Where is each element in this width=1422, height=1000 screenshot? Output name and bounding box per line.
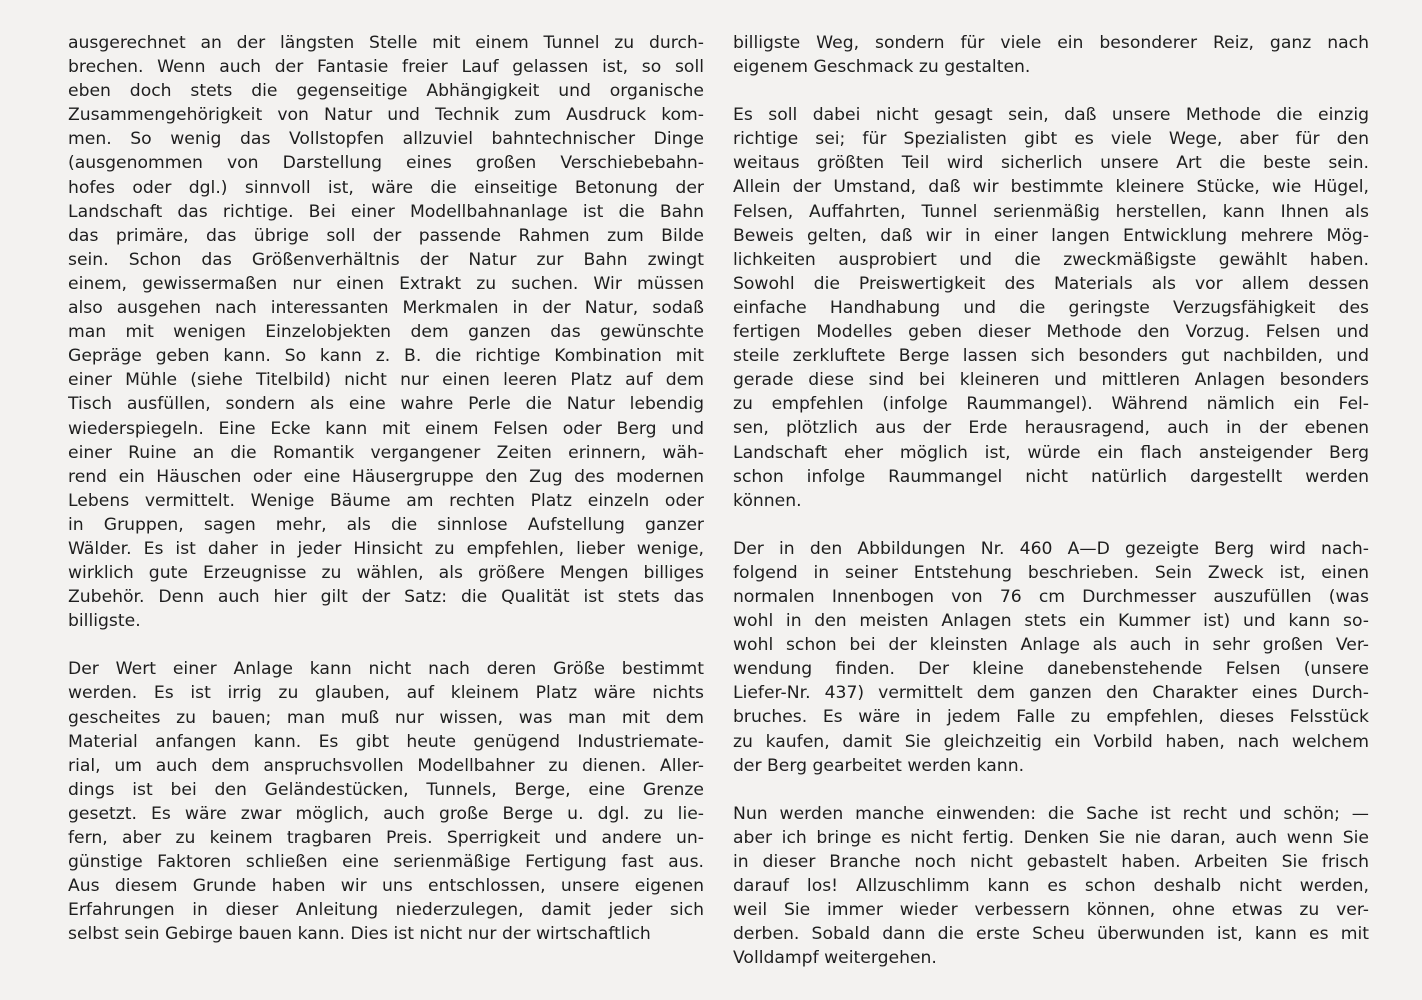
text-line: wendung finden. Der kleine danebenstehende Felsen (unsere (733, 659, 1369, 680)
text-line: einfache Handhabung und die geringste Verzugsfähigkeit des (733, 297, 1369, 318)
text-line: Aus diesem Grunde haben wir uns entschlossen, unsere eigenen (68, 876, 704, 897)
text-line: einer Ruine an die Romantik vergangener Zeiten erinnern, wäh- (68, 442, 704, 463)
text-line: sein. Schon das Größenverhältnis der Natur zur Bahn zwingt (68, 249, 704, 270)
text-line: aber ich bringe es nicht fertig. Denken Sie nie daran, auch wenn Sie (733, 827, 1369, 848)
text-line: weitaus größten Teil wird sicherlich unsere Art die beste sein. (733, 153, 1369, 174)
text-line: rend ein Häuschen oder eine Häusergruppe den Zug des modernen (68, 466, 704, 487)
text-line: gerade diese sind bei kleineren und mittleren Anlagen besonders (733, 370, 1369, 391)
text-line: derben. Sobald dann die erste Scheu überwunden ist, kann es mit (733, 924, 1369, 945)
text-line: zu kaufen, damit Sie gleichzeitig ein Vorbild haben, nach welchem (733, 731, 1369, 752)
text-line: steile zerkluftete Berge lassen sich besonders gut nachbilden, und (733, 346, 1369, 367)
text-line: weil Sie immer wieder verbessern können, ohne etwas zu ver- (733, 900, 1369, 921)
text-line: lichkeiten ausprobiert und die zweckmäßigste gewählt haben. (733, 249, 1369, 270)
text-line: in dieser Branche noch nicht gebastelt haben. Arbeiten Sie frisch (733, 851, 1369, 872)
paragraph (733, 802, 1369, 971)
text-line: werden. Es ist irrig zu glauben, auf kleinem Platz wäre nichts (68, 683, 704, 704)
text-line: ausgerechnet an der längsten Stelle mit einem Tunnel zu durch- (68, 33, 704, 53)
text-line: gesetzt. Es wäre zwar möglich, auch große Berge u. dgl. zu lie- (68, 803, 704, 824)
text-line: Liefer-Nr. 437) vermittelt dem ganzen den Charakter eines Durch- (733, 683, 1369, 704)
text-line: eben doch stets die gegenseitige Abhängigkeit und organische (68, 81, 704, 102)
text-line: eigenem Geschmack zu gestalten. (733, 57, 1031, 78)
text-line: Volldampf weitergehen. (733, 948, 937, 969)
text-line: Zubehör. Denn auch hier gilt der Satz: die Qualität ist stets das (68, 587, 704, 608)
text-line: Der in den Abbildungen Nr. 460 A—D gezeigte Berg wird nach- (733, 538, 1369, 559)
text-line: wohl in den meisten Anlagen stets ein Kummer ist) und kann so- (733, 611, 1369, 632)
left-column (68, 31, 704, 970)
paragraph (68, 31, 704, 633)
text-line: wohl schon bei der kleinsten Anlage als auch in sehr großen Ver- (733, 635, 1369, 656)
text-line: Lebens vermittelt. Wenige Bäume am rechten Platz einzeln oder (68, 490, 704, 511)
text-line: wiederspiegeln. Eine Ecke kann mit einem Felsen oder Berg und (68, 418, 704, 439)
text-line: rial, um auch dem anspruchsvollen Modellbahner zu dienen. Aller- (68, 755, 704, 776)
text-line: Zusammengehörigkeit von Natur und Technik zum Ausdruck kom- (68, 105, 704, 126)
text-line: darauf los! Allzuschlimm kann es schon deshalb nicht werden, (733, 876, 1369, 896)
text-line: schon infolge Raummangel nicht natürlich dargestellt werden (733, 466, 1369, 487)
text-line: billigste. (68, 611, 141, 632)
text-line: Nun werden manche einwenden: die Sache ist recht und schön; — (733, 803, 1369, 824)
text-line: hofes oder dgl.) sinnvoll ist, wäre die einseitige Betonung der (68, 177, 704, 198)
paragraph (733, 537, 1369, 778)
text-line: Beweis gelten, daß wir in einer langen Entwicklung mehrere Mög- (733, 225, 1369, 246)
text-line: einem, gewissermaßen nur einen Extrakt zu suchen. Wir müssen (68, 273, 704, 294)
text-line: normalen Innenbogen von 76 cm Durchmesser auszufüllen (was (733, 586, 1369, 607)
text-line: Erfahrungen in dieser Anleitung niederzulegen, damit jeder sich (68, 900, 704, 921)
text-line: men. So wenig das Vollstopfen allzuviel bahntechnischer Dinge (68, 129, 704, 150)
text-line: wirklich gute Erzeugnisse zu wählen, als größere Mengen billiges (68, 563, 704, 584)
text-line: in Gruppen, sagen mehr, als die sinnlose Aufstellung ganzer (68, 514, 704, 535)
text-line: Gepräge geben kann. So kann z. B. die richtige Kombination mit (68, 346, 704, 367)
text-line: gescheites zu bauen; man muß nur wissen, was man mit dem (68, 707, 704, 728)
text-line: Tisch ausfüllen, sondern als eine wahre Perle die Natur lebendig (68, 394, 704, 415)
text-line: Landschaft das richtige. Bei einer Modellbahnanlage ist die Bahn (68, 201, 704, 222)
text-line: sen, plötzlich aus der Erde herausragend, auch in der ebenen (733, 418, 1369, 439)
text-line: einer Mühle (siehe Titelbild) nicht nur einen leeren Platz auf dem (68, 370, 704, 391)
text-line: günstige Faktoren schließen eine serienmäßige Fertigung fast aus. (68, 852, 704, 873)
paragraph (68, 657, 704, 946)
text-line: können. (733, 490, 802, 511)
text-line: Felsen, Auffahrten, Tunnel serienmäßig herstellen, kann Ihnen als (733, 201, 1369, 222)
text-line: bruches. Es wäre in jedem Falle zu empfehlen, dieses Felsstück (733, 707, 1369, 728)
text-line: (ausgenommen von Darstellung eines großen Verschiebebahn- (68, 153, 704, 174)
paragraph (733, 103, 1369, 513)
text-line: brechen. Wenn auch der Fantasie freier Lauf gelassen ist, so soll (68, 57, 704, 78)
text-line: Landschaft eher möglich ist, würde ein flach ansteigender Berg (733, 442, 1369, 463)
text-line: der Berg gearbeitet werden kann. (733, 755, 1025, 776)
text-line: fern, aber zu keinem tragbaren Preis. Sperrigkeit und andere un- (68, 828, 704, 848)
text-line: also ausgehen nach interessanten Merkmalen in der Natur, sodaß (68, 298, 704, 319)
text-line: selbst sein Gebirge bauen kann. Dies ist nicht nur der wirtschaftlich (68, 924, 651, 945)
text-line: dings ist bei den Geländestücken, Tunnels, Berge, eine Grenze (68, 779, 704, 800)
paragraph (733, 31, 1369, 79)
text-line: Wälder. Es ist daher in jeder Hinsicht zu empfehlen, lieber wenige, (68, 538, 704, 559)
text-line: man mit wenigen Einzelobjekten dem ganzen das gewünschte (68, 322, 704, 343)
text-line: Sowohl die Preiswertigkeit des Materials als vor allem dessen (733, 273, 1369, 294)
text-line: billigste Weg, sondern für viele ein besonderer Reiz, ganz nach (733, 33, 1369, 53)
right-column (733, 31, 1369, 994)
text-line: Der Wert einer Anlage kann nicht nach deren Größe bestimmt (68, 659, 704, 680)
text-line: richtige sei; für Spezialisten gibt es viele Wege, aber für den (733, 129, 1369, 150)
text-line: Allein der Umstand, daß wir bestimmte kleinere Stücke, wie Hügel, (733, 177, 1369, 198)
text-line: fertigen Modelles geben dieser Methode den Vorzug. Felsen und (733, 322, 1369, 343)
text-line: zu empfehlen (infolge Raummangel). Während nämlich ein Fel- (733, 394, 1369, 415)
text-line: folgend in seiner Entstehung beschrieben. Sein Zweck ist, einen (733, 562, 1369, 583)
text-line: das primäre, das übrige soll der passende Rahmen zum Bilde (68, 225, 704, 246)
text-line: Es soll dabei nicht gesagt sein, daß unsere Methode die einzig (733, 105, 1369, 126)
text-line: Material anfangen kann. Es gibt heute genügend Industriemate- (68, 731, 704, 752)
